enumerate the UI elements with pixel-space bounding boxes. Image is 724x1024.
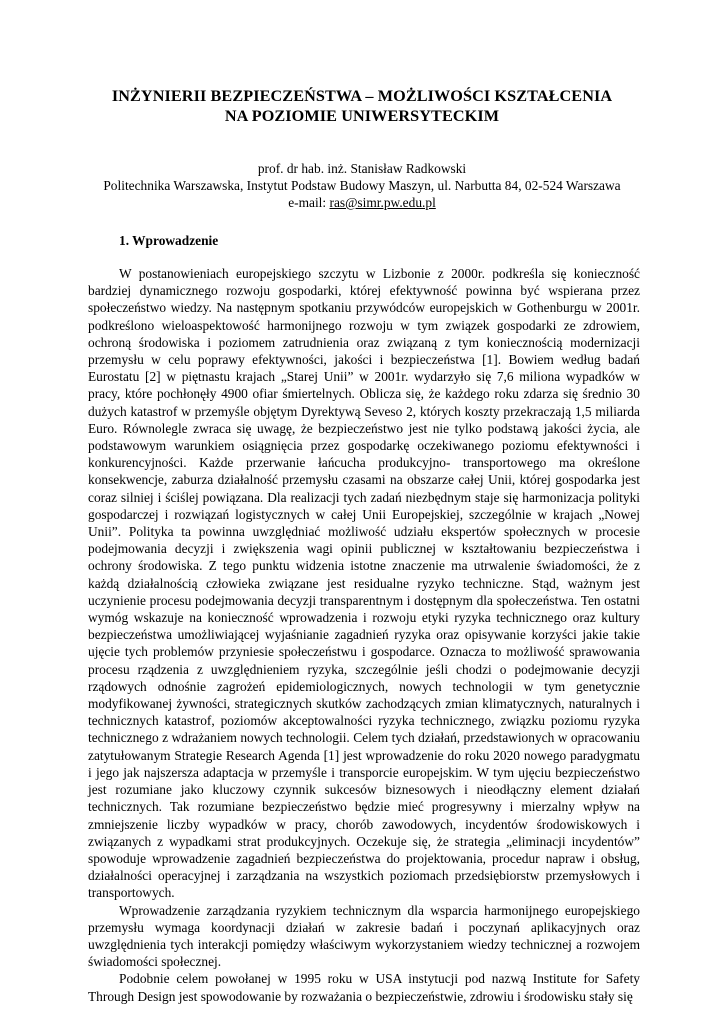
paragraph: Wprowadzenie zarządzania ryzykiem technicznym dla wsparcia harmonijnego europejskiego przemysłu wymaga koordynacji działań w zakresie badań i poczynań aplikacyjnych oraz uwzględnienia tych interakcji pomiędzy właściwym wykorzystaniem wiedzy technicznej a rozwojem świadomości społecznej.: [88, 902, 640, 970]
email-link[interactable]: ras@simr.pw.edu.pl: [329, 195, 436, 210]
paper-title: [60, 86, 664, 126]
author-block: [60, 160, 664, 211]
paragraph: Podobnie celem powołanej w 1995 roku w USA instytucji pod nazwą Institute for Safety Through Design jest spowodowanie by rozważania o bezpieczeństwie, zdrowiu i środowisku stały się: [88, 971, 640, 1004]
section-body: [88, 265, 640, 1005]
author-email-line: [60, 194, 664, 211]
title-line-2: NA POZIOMIE UNIWERSYTECKIM: [224, 107, 500, 125]
paragraph: W postanowieniach europejskiego szczytu w Lizbonie z 2000r. podkreśla się konieczność bardziej dynamicznego rozwoju gospodarki, której efektywność powinna być wspierana przez społeczeństwo wiedzy. Na następnym spotkaniu przywódców europejskich w Gothenburgu w 2001r. podkreślono wieloaspektowość harmonijnego rozwoju w tym związek gospodarki ze zdrowiem, ochroną środowiska i poziomem zatrudnienia oraz związaną z tym koniecznością modernizacji przemysłu w celu poprawy efektywności, jakości i bezpieczeństwa [1]. Bowiem według badań Eurostatu [2] w piętnastu krajach „Starej Unii” w 2001r. wydarzyło się 7,6 miliona wypadków w pracy, które pochłonęły 4900 ofiar śmiertelnych. Oblicza się, że każdego roku zdarza się średnio 30 dużych katastrof w przemyśle objętym Dyrektywą Seveso 2, których koszty przekraczają 1,5 miliarda Euro. Równolegle zwraca się uwagę, że bezpieczeństwo jest nie tylko podstawą jakości życia, ale podstawowym warunkiem osiągnięcia przez gospodarkę oczekiwanego poziomu efektywności i konkurencyjności. Każde przerwanie łańcucha produkcyjno- transportowego ma określone konsekwencje, zaburza działalność przemysłu czasami na obszarze całej Unii, której gospodarka jest coraz silniej i ściślej powiązana. Dla realizacji tych zadań niezbędnym staje się harmonizacja polityki gospodarczej i rozwiązań logistycznych w całej Unii Europejskiej, szczególnie w krajach „Nowej Unii”. Polityka ta powinna uwzględniać możliwość udziału ekspertów społecznych w procesie podejmowania decyzji i zwiększenia wagi opinii publicznej w kształtowaniu bezpieczeństwa i ochrony środowiska. Z tego punktu widzenia istotne znaczenie ma utrwalenie świadomości, że z każdą działalnością człowieka związane jest residualne ryzyko techniczne. Stąd, ważnym jest uczynienie procesu podejmowania decyzji transparentnym i dostępnym dla społeczeństwa. Ten ostatni wymóg wskazuje na konieczność wprowadzenia i rozwoju etyki ryzyka technicznego oraz kultury bezpieczeństwa umożliwiającej wyjaśnianie zagadnień ryzyka oraz opisywanie korzyści jakie takie ujęcie tych problemów przyniesie społeczeństwu i gospodarce. Oznacza to możliwość sprawowania procesu rządzenia z uwzględnieniem ryzyka, szczególnie jeśli chodzi o podejmowanie decyzji rządowych odnośnie zagrożeń epidemiologicznych, nowych technologii w tym genetycznie modyfikowanej żywności, strategicznych skutków zachodzących zmian klimatycznych, naturalnych i technicznych katastrof, poziomów akceptowalności ryzyka technicznego, związku poziomu ryzyka technicznego z wdrażaniem nowych technologii. Celem tych działań, przedstawionych w opracowaniu zatytułowanym Strategie Research Agenda [1] jest wprowadzenie do roku 2020 nowego paradygmatu i jego jak najszersza adaptacja w przemyśle i transporcie europejskim. W tym ujęciu bezpieczeństwo jest rozumiane jako kluczowy czynnik sukcesów biznesowych i nieodłączny element działań technicznych. Tak rozumiane bezpieczeństwo będzie mieć progresywny i mierzalny wpływ na zmniejszenie liczby wypadków w pracy, chorób zawodowych, incydentów środowiskowych i związanych z wypadkami strat produkcyjnych. Oczekuje się, że strategia „eliminacji incydentów” spowoduje wprowadzenie zagadnień bezpieczeństwa do projektowania, procedur napraw i obsług, działalności operacyjnej i zarządzania na wszystkich poziomach przedsiębiorstw przemysłowych i transportowych.: [88, 266, 640, 901]
author-name: prof. dr hab. inż. Stanisław Radkowski: [257, 161, 467, 176]
email-label: e-mail:: [288, 195, 327, 210]
author-affiliation: Politechnika Warszawska, Instytut Podstaw Budowy Maszyn, ul. Narbutta 84, 02-524 Warszawa: [103, 178, 621, 193]
title-line-1: INŻYNIERII BEZPIECZEŃSTWA – MOŻLIWOŚCI KSZTAŁCENIA: [111, 87, 613, 105]
section-heading: 1. Wprowadzenie: [119, 233, 219, 248]
